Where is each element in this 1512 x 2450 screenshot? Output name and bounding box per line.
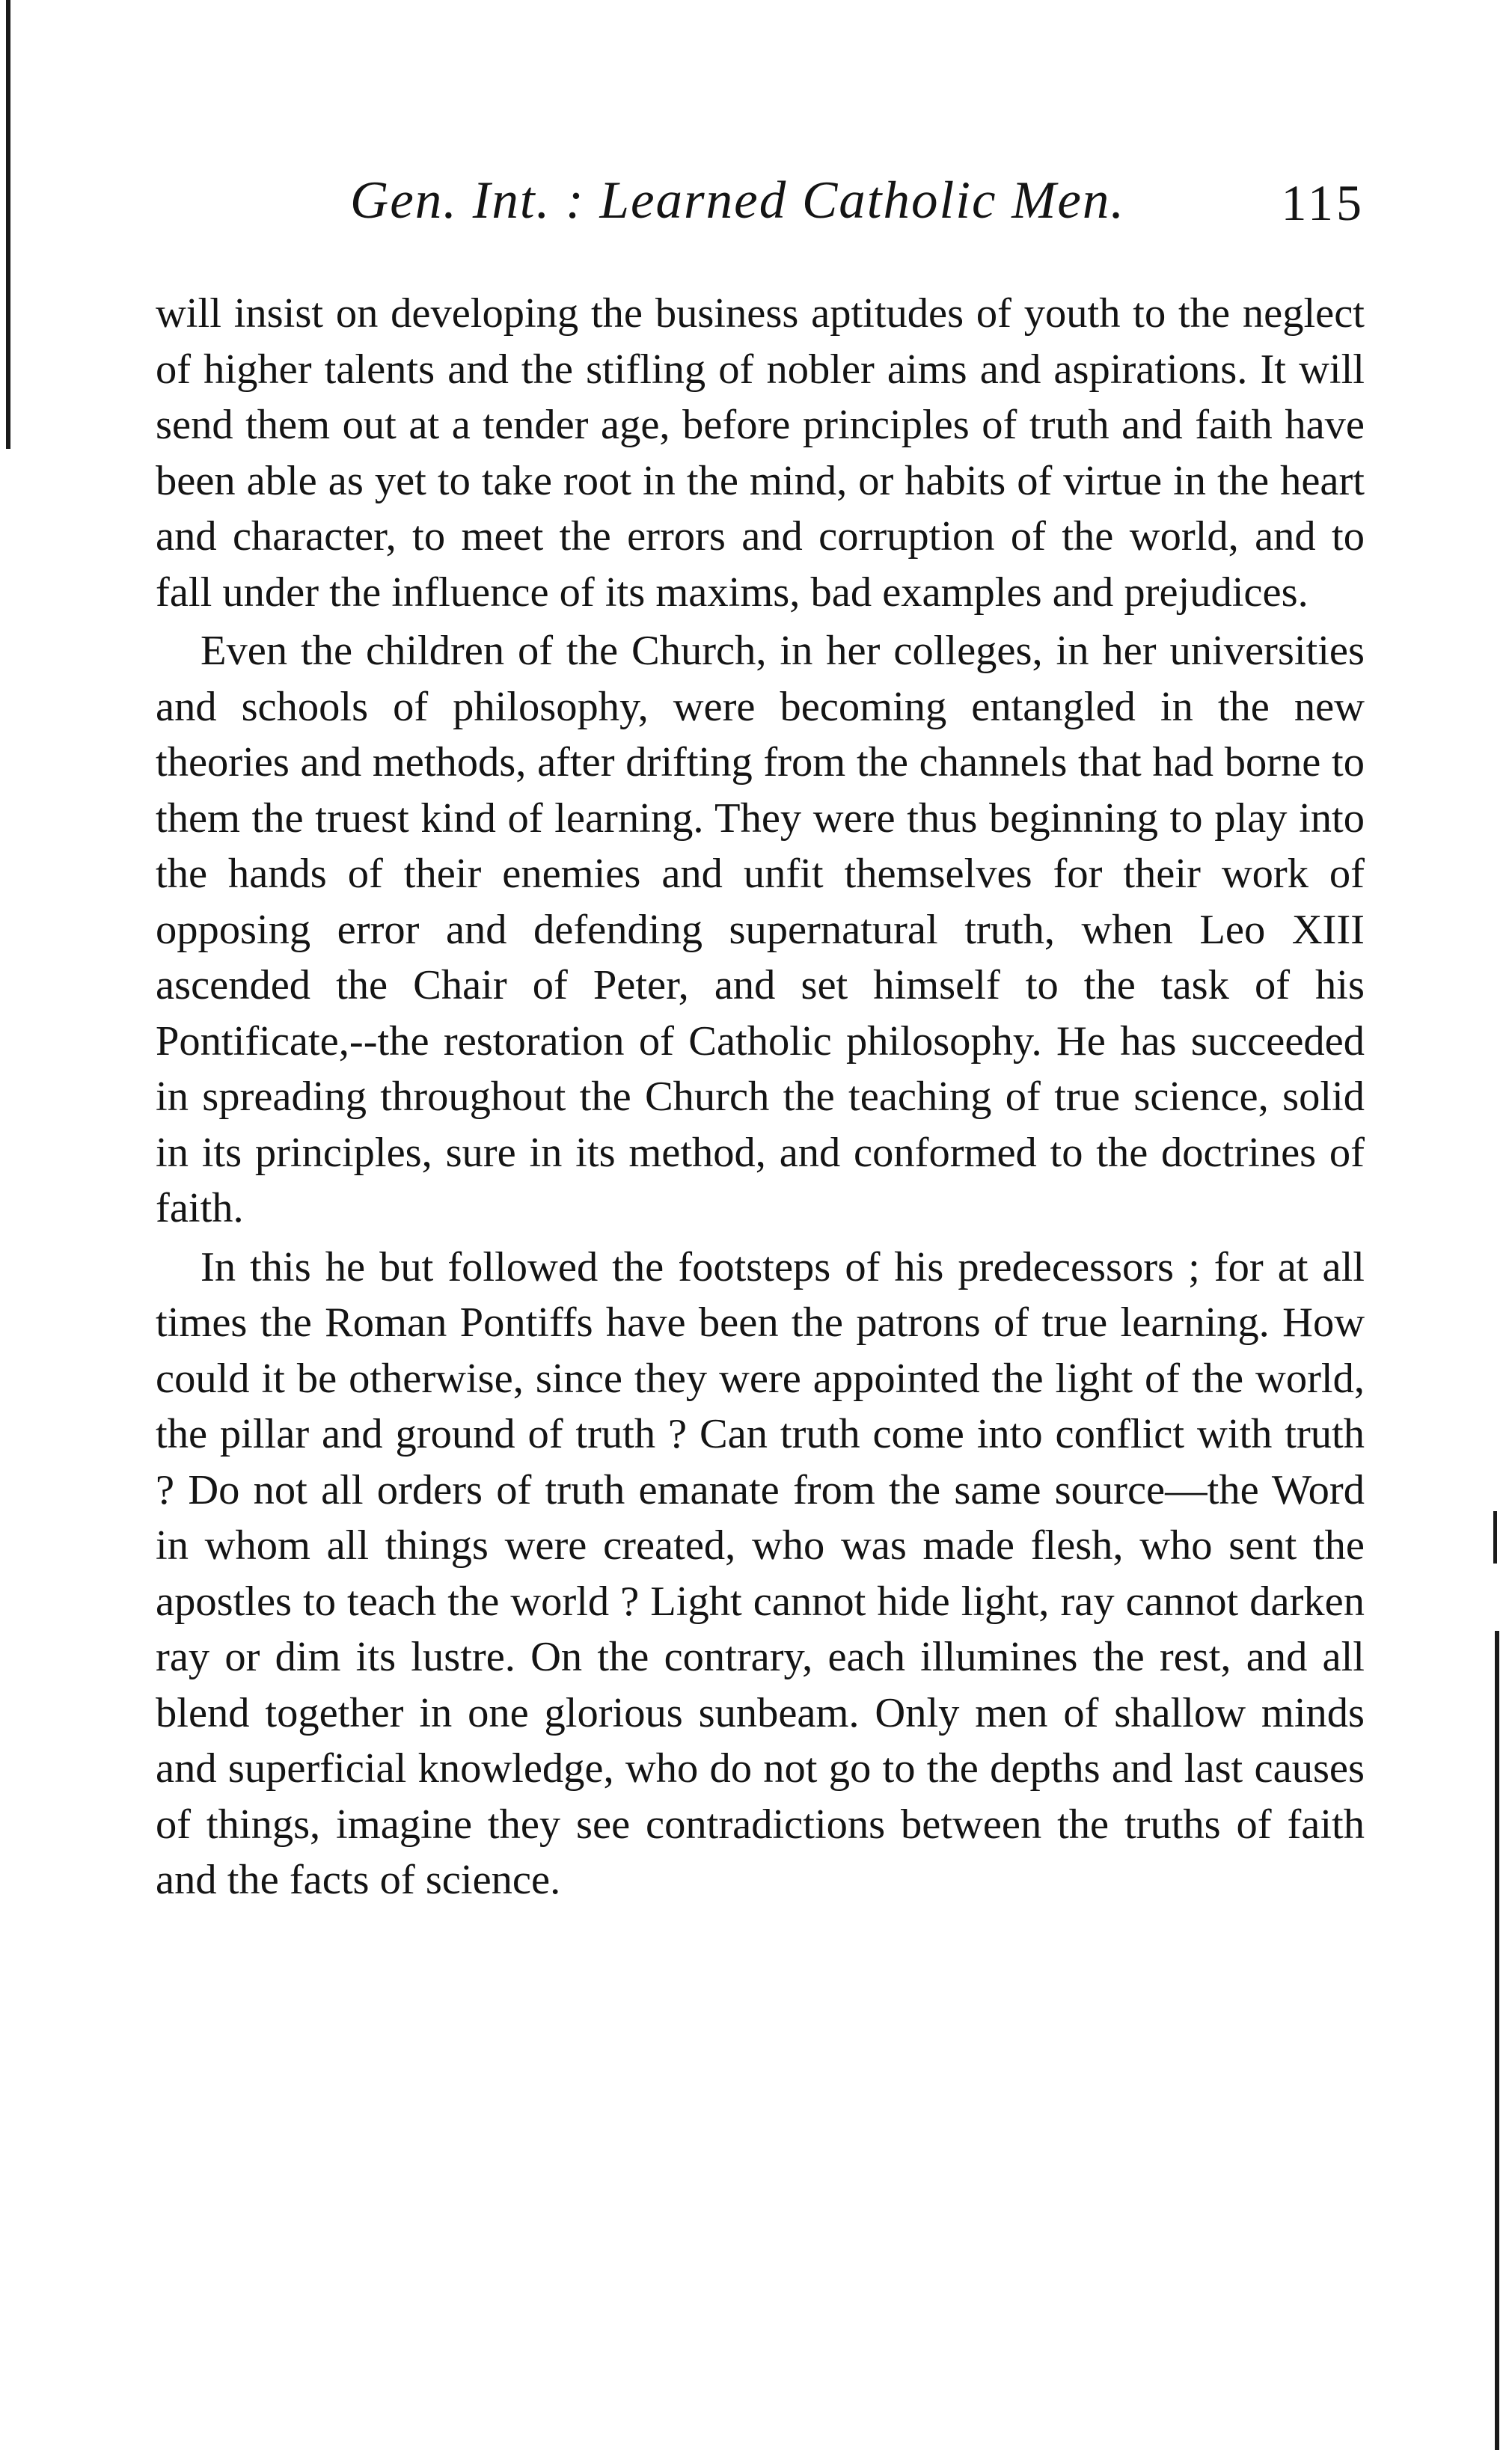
paragraph-3: In this he but followed the footsteps of his predecessors ; for at all times the Roman Pontiffs have been the patrons of true learning. How could it be otherwise, since they were appointed the light of the world, the pillar and ground of truth ? Can truth come into conflict with truth ? Do not all orders of truth emanate from the same source—the Word in whom all things were created, who was made flesh, who sent the apostles to teach the world ? Light cannot hide light, ray cannot darken ray or dim its lustre. On the contrary, each illumines the rest, and all blend together in one glorious sunbeam. Only men of shallow minds and superficial knowledge, who do not go to the depths and last causes of things, imagine they see contradictions between the truths of faith and the facts of science.	[156, 1243, 1365, 1903]
left-binding-shadow	[6, 0, 10, 449]
right-edge-mark-lower	[1495, 1631, 1499, 2450]
paragraph-2: Even the children of the Church, in her colleges, in her universities and schools of philosophy, were becoming entangled in the new theories and methods, after drifting from the channels that had borne to them the truest kind of learning. They were thus beginning to play into the hands of their enemies and unfit themselves for their work of opposing error and defending supernatural truth, when Leo XIII ascended the Chair of Peter, and set himself to the task of his Pontificate,--the restoration of Catholic philosophy. He has succeeded in spreading throughout the Church the teaching of true science, solid in its principles, sure in its method, and conformed to the doctrines of faith.	[156, 628, 1365, 1231]
paragraph-1: will insist on developing the business aptitudes of youth to the neglect of higher talents and the stifling of nobler aims and aspirations. It will send them out at a tender age, before principles of truth and faith have been able as yet to take root in the mind, or habits of virtue in the heart and character, to meet the errors and corruption of the world, and to fall under the influence of its maxims, bad examples and prejudices.	[156, 290, 1365, 616]
page-number: 115	[1281, 174, 1365, 231]
running-title: Gen. Int. : Learned Catholic Men.	[350, 171, 1126, 230]
running-head	[350, 171, 1365, 238]
right-edge-mark-upper	[1493, 1511, 1497, 1564]
body-text	[156, 286, 1365, 1911]
